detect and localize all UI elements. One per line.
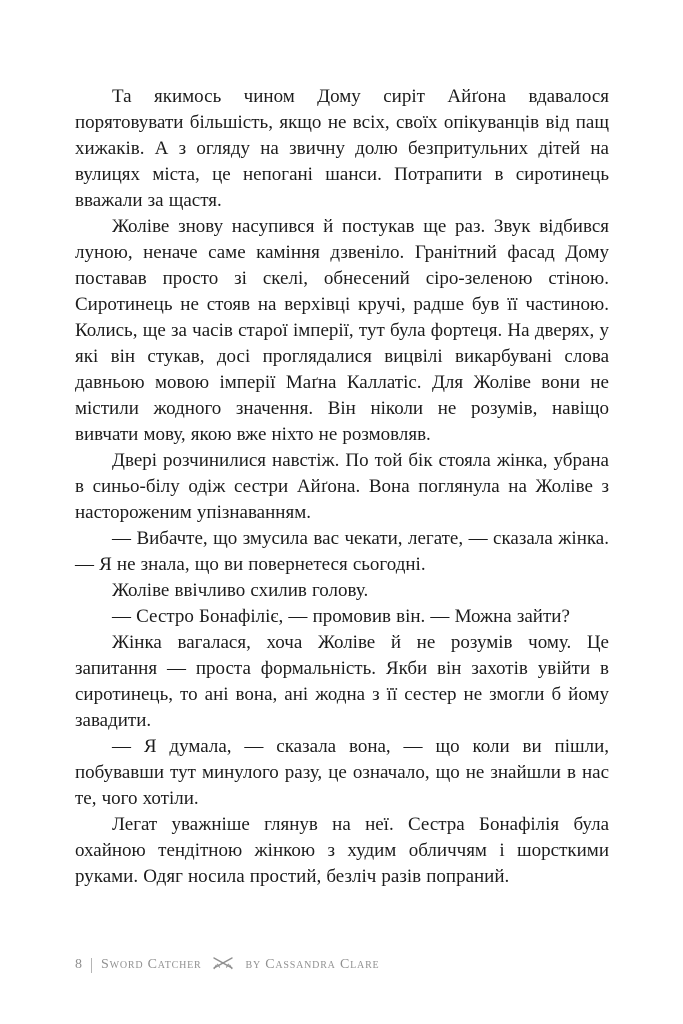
paragraph: Жінка вагалася, хоча Жоліве й не розумів чому. Це запитання — проста формальність. Якби він захотів увійти в сиротинець, то ані вона, ані жодна з її сестер не змогли б йому завадити. [75,632,609,731]
page-number: 8 [75,957,82,972]
book-author: by Cassandra Clare [245,957,380,972]
page-text [75,84,609,890]
paragraph: Жоліве ввічливо схилив голову. [112,580,369,601]
footer-divider [91,958,92,973]
page-footer [75,956,379,974]
paragraph-dialogue: — Я думала, — сказала вона, — що коли ви пішли, побувавши тут минулого разу, це означало, що не знайшли в нас те, чого хотіли. [75,736,609,809]
paragraph-dialogue: — Вибачте, що змусила вас чекати, легате, — сказала жінка. — Я не знала, що ви повернетеся сьогодні. [75,528,609,575]
crossed-swords-icon [212,956,234,974]
paragraph: Двері розчинилися навстіж. По той бік стояла жінка, убрана в синьо-білу одіж сестри Айґона. Вона поглянула на Жоліве з настороженим упізнаванням. [75,450,609,523]
paragraph: Легат уважніше глянув на неї. Сестра Бонафілія була охайною тендітною жінкою з худим обличчям і шорсткими руками. Одяг носила простий, безліч разів попраний. [75,814,609,887]
paragraph-dialogue: — Сестро Бонафіліє, — промовив він. — Можна зайти? [112,606,570,627]
paragraph: Та якимось чином Дому сиріт Айґона вдавалося порятовувати більшість, якщо не всіх, своїх опікуванців від пащ хижаків. А з огляду на звичну долю безпритульних дітей на вулицях міста, це непогані шанси. Потрапити в сиротинець вважали за щастя. [75,86,609,211]
book-title: Sword Catcher [101,957,202,972]
paragraph: Жоліве знову насупився й постукав ще раз. Звук відбився луною, неначе саме каміння дзвеніло. Гранітний фасад Дому поставав просто зі скелі, обнесений сіро-зеленою стіною. Сиротинець не стояв на верхівці кручі, радше був її частиною. Колись, ще за часів старої імперії, тут була фортеця. На дверях, у які він стукав, досі проглядалися вицвілі викарбувані слова давньою мовою імперії Маґна Каллатіс. Для Жоліве вони не містили жодного значення. Він ніколи не розумів, навіщо вивчати мову, якою вже ніхто не розмовляв. [75,216,609,445]
